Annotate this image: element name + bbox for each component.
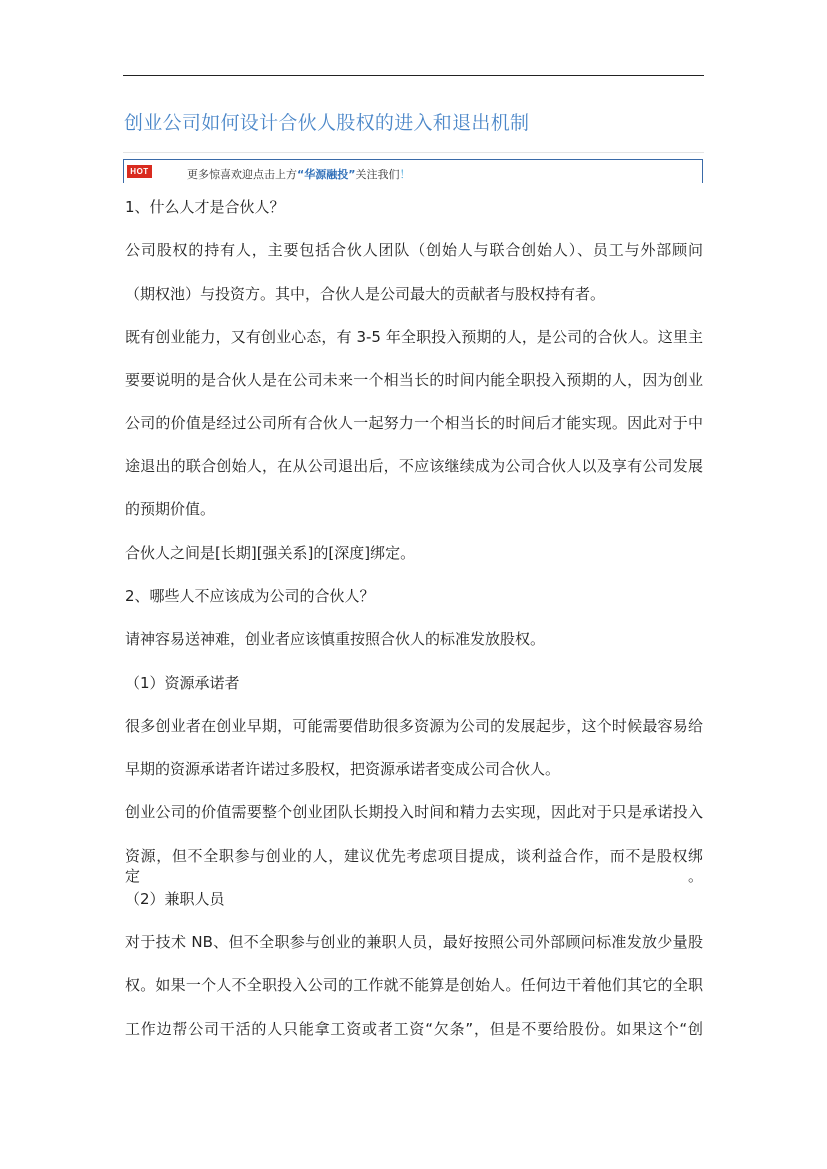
paragraph-line: 很多创业者在创业早期，可能需要借助很多资源为公司的发展起步，这个时候最容易给 bbox=[125, 717, 703, 735]
follow-banner[interactable] bbox=[123, 159, 703, 183]
paragraph-line: 请神容易送神难，创业者应该慎重按照合伙人的标准发放股权。 bbox=[125, 630, 546, 648]
paragraph-line: 对于技术 NB、但不全职参与创业的兼职人员，最好按照公司外部顾问标准发放少量股 bbox=[125, 933, 703, 951]
paragraph-line: 公司的价值是经过公司所有合伙人一起努力一个相当长的时间后才能实现。因此对于中 bbox=[125, 414, 703, 432]
paragraph-line: 要要说明的是合伙人是在公司未来一个相当长的时间内能全职投入预期的人，因为创业 bbox=[125, 371, 703, 389]
paragraph-line: 工作边帮公司干活的人只能拿工资或者工资“欠条”，但是不要给股份。如果这个“创 bbox=[125, 1020, 703, 1038]
paragraph-line: 创业公司的价值需要整个创业团队长期投入时间和精力去实现，因此对于只是承诺投入 bbox=[125, 803, 703, 821]
paragraph-line: 早期的资源承诺者许诺过多股权，把资源承诺者变成公司合伙人。 bbox=[125, 760, 561, 778]
paragraph-line: 权。如果一个人不全职投入公司的工作就不能算是创始人。任何边干着他们其它的全职 bbox=[125, 976, 703, 994]
heading-2: 2、哪些人不应该成为公司的合伙人？ bbox=[125, 587, 375, 605]
paragraph-line: （期权池）与投资方。其中，合伙人是公司最大的贡献者与股权持有者。 bbox=[125, 285, 606, 303]
paragraph-line: 合伙人之间是[长期][强关系]的[深度]绑定。 bbox=[125, 544, 416, 562]
paragraph-line: 资源，但不全职参与创业的人，建议优先考虑项目提成，谈利益合作，而不是股权绑定。 bbox=[125, 847, 703, 885]
subheading-part-time: （2）兼职人员 bbox=[125, 890, 225, 908]
paragraph-line: 既有创业能力，又有创业心态，有 3-5 年全职投入预期的人，是公司的合伙人。这里主 bbox=[125, 328, 703, 346]
header-divider bbox=[123, 75, 704, 76]
paragraph-line: 公司股权的持有人，主要包括合伙人团队（创始人与联合创始人）、员工与外部顾问 bbox=[125, 241, 703, 259]
paragraph-line: 途退出的联合创始人，在从公司退出后，不应该继续成为公司合伙人以及享有公司发展 bbox=[125, 457, 703, 475]
title-divider bbox=[123, 152, 704, 153]
hot-badge: HOT bbox=[127, 165, 152, 178]
subheading-resource-promiser: （1）资源承诺者 bbox=[125, 674, 240, 692]
heading-1: 1、什么人才是合伙人？ bbox=[125, 198, 285, 216]
paragraph-line: 的预期价值。 bbox=[125, 500, 216, 518]
follow-banner-text: 更多惊喜欢迎点击上方“华源融投”关注我们！ bbox=[187, 168, 411, 181]
article-title: 创业公司如何设计合伙人股权的进入和退出机制 bbox=[124, 112, 530, 134]
brand-link[interactable]: “华源融投” bbox=[297, 168, 356, 181]
